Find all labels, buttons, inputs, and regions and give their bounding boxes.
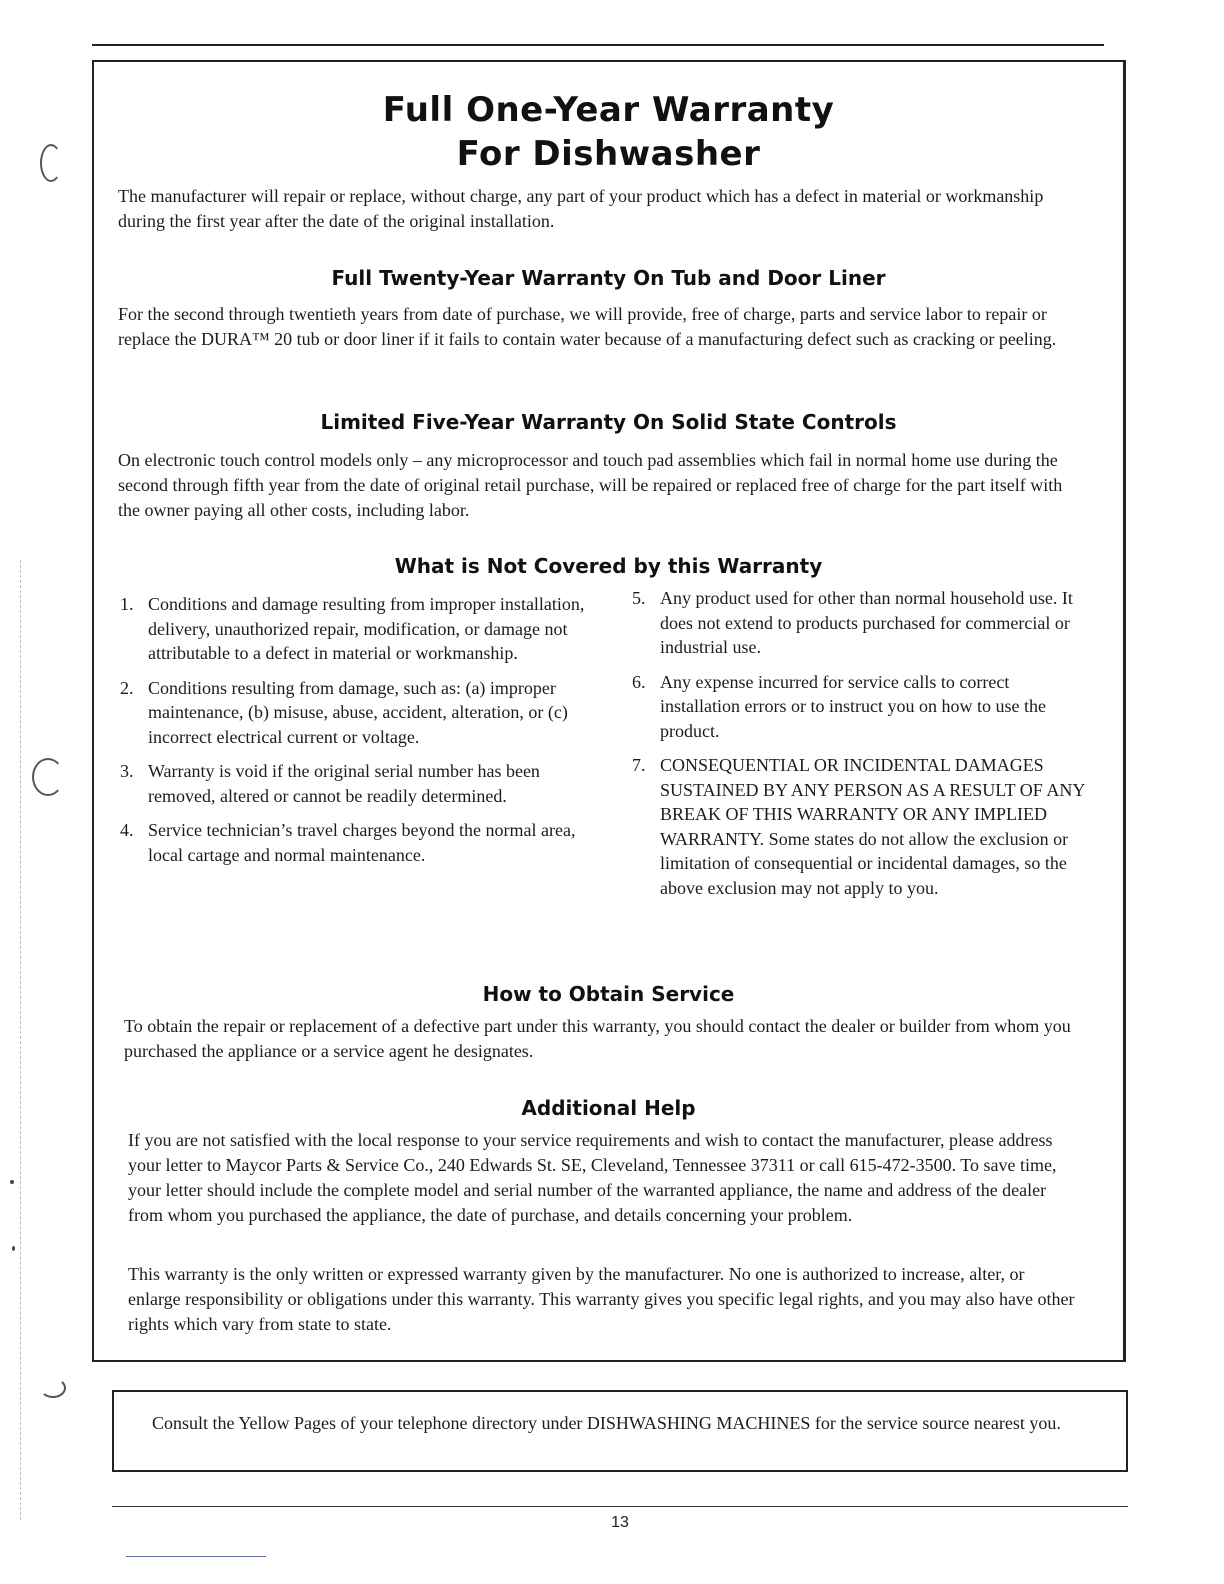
binder-hole-bottom xyxy=(40,1378,66,1398)
item-number: 1. xyxy=(120,594,134,614)
binder-hole-top xyxy=(40,144,62,182)
obtain-service-text: To obtain the repair or replacement of a defective part under this warranty, you should contact the dealer or builder from whom you purchased the appliance or a service agent he designates. xyxy=(124,1016,1071,1061)
item-number: 3. xyxy=(120,761,134,781)
list-item xyxy=(120,592,586,666)
page-edge-line xyxy=(20,560,21,1520)
item-text: Any product used for other than normal household use. It does not extend to products purchased for commercial or industrial use. xyxy=(660,588,1073,657)
tub-warranty-heading: Full Twenty-Year Warranty On Tub and Door Liner xyxy=(331,266,886,290)
additional-help-heading: Additional Help xyxy=(521,1096,696,1120)
page-number: 13 xyxy=(611,1514,629,1531)
list-item xyxy=(632,753,1092,900)
bottom-rule xyxy=(112,1506,1128,1507)
item-text: Warranty is void if the original serial number has been removed, altered or cannot be readily determined. xyxy=(148,761,540,806)
not-covered-list-left xyxy=(120,592,586,877)
item-number: 2. xyxy=(120,677,134,698)
item-text: Conditions resulting from damage, such as: (a) improper maintenance, (b) misuse, abuse, accident, alteration, or (c) incorrect electrical current or voltage. xyxy=(148,677,568,747)
item-number: 5. xyxy=(632,588,646,608)
list-item xyxy=(632,586,1092,660)
warranty-disclaimer-text: This warranty is the only written or expressed warranty given by the manufacturer. No one is authorized to increase, alter, or enlarge responsibility or obligations under this warranty. This warranty gives you specific legal rights, and you may also have other rights which vary from state to state. xyxy=(128,1264,1075,1334)
footer-blue-line xyxy=(126,1556,266,1557)
list-item xyxy=(120,676,586,750)
not-covered-heading: What is Not Covered by this Warranty xyxy=(394,554,823,578)
yellow-pages-text: Consult the Yellow Pages of your telephone directory under DISHWASHING MACHINES for the service source nearest you. xyxy=(152,1413,1061,1433)
binder-hole-middle xyxy=(32,758,64,796)
obtain-service-heading: How to Obtain Service xyxy=(482,982,735,1006)
warranty-title-line-1: Full One-Year Warranty xyxy=(382,90,835,130)
top-rule xyxy=(92,44,1104,46)
not-covered-list-right xyxy=(632,586,1092,910)
yellow-pages-box xyxy=(112,1390,1128,1472)
item-number: 4. xyxy=(120,820,134,840)
margin-dot xyxy=(12,1246,15,1251)
item-number: 6. xyxy=(632,671,646,692)
item-text: Service technician’s travel charges beyond the normal area, local cartage and normal maintenance. xyxy=(148,820,576,865)
margin-dot xyxy=(10,1180,14,1184)
intro-paragraph: The manufacturer will repair or replace, without charge, any part of your product which has a defect in material or workmanship during the first year after the date of the original installation. xyxy=(118,186,1044,231)
tub-warranty-text: For the second through twentieth years from date of purchase, we will provide, free of charge, parts and service labor to repair or replace the DURA™ 20 tub or door liner if it fails to contain water because of a manufacturing defect such as cracking or peeling. xyxy=(118,304,1057,349)
controls-warranty-text: On electronic touch control models only – any microprocessor and touch pad assemblies which fail in normal home use during the second through fifth year from the date of original retail purchase, will be repaired or replaced free of charge for the part itself with the owner paying all other costs, including labor. xyxy=(118,450,1063,520)
item-text: CONSEQUENTIAL OR INCIDENTAL DAMAGES SUSTAINED BY ANY PERSON AS A RESULT OF ANY BREAK OF THIS WARRANTY OR ANY IMPLIED WARRANTY. Some states do not allow the exclusion or limitation of consequential or incidental damages, so the above exclusion may not apply to you. xyxy=(660,755,1085,898)
item-text: Conditions and damage resulting from improper installation, delivery, unauthorized repair, modification, or damage not attributable to a defect in material or workmanship. xyxy=(148,594,585,663)
warranty-box xyxy=(92,60,1126,1362)
list-item xyxy=(120,759,586,808)
list-item xyxy=(632,670,1092,744)
item-number: 7. xyxy=(632,755,646,775)
list-item xyxy=(120,818,586,867)
item-text: Any expense incurred for service calls to correct installation errors or to instruct you on how to use the product. xyxy=(660,671,1046,741)
warranty-title-line-2: For Dishwasher xyxy=(456,134,761,174)
additional-help-text: If you are not satisfied with the local response to your service requirements and wish to contact the manufacturer, please address your letter to Maycor Parts & Service Co., 240 Edwards St. SE, Cleveland, Tennessee 37311 or call 615-472-3500. To save time, your letter should include the complete model and serial number of the warranted appliance, the name and address of the dealer from whom you purchased the appliance, the date of purchase, and details concerning your problem. xyxy=(128,1130,1057,1225)
controls-warranty-heading: Limited Five-Year Warranty On Solid State Controls xyxy=(320,410,897,434)
